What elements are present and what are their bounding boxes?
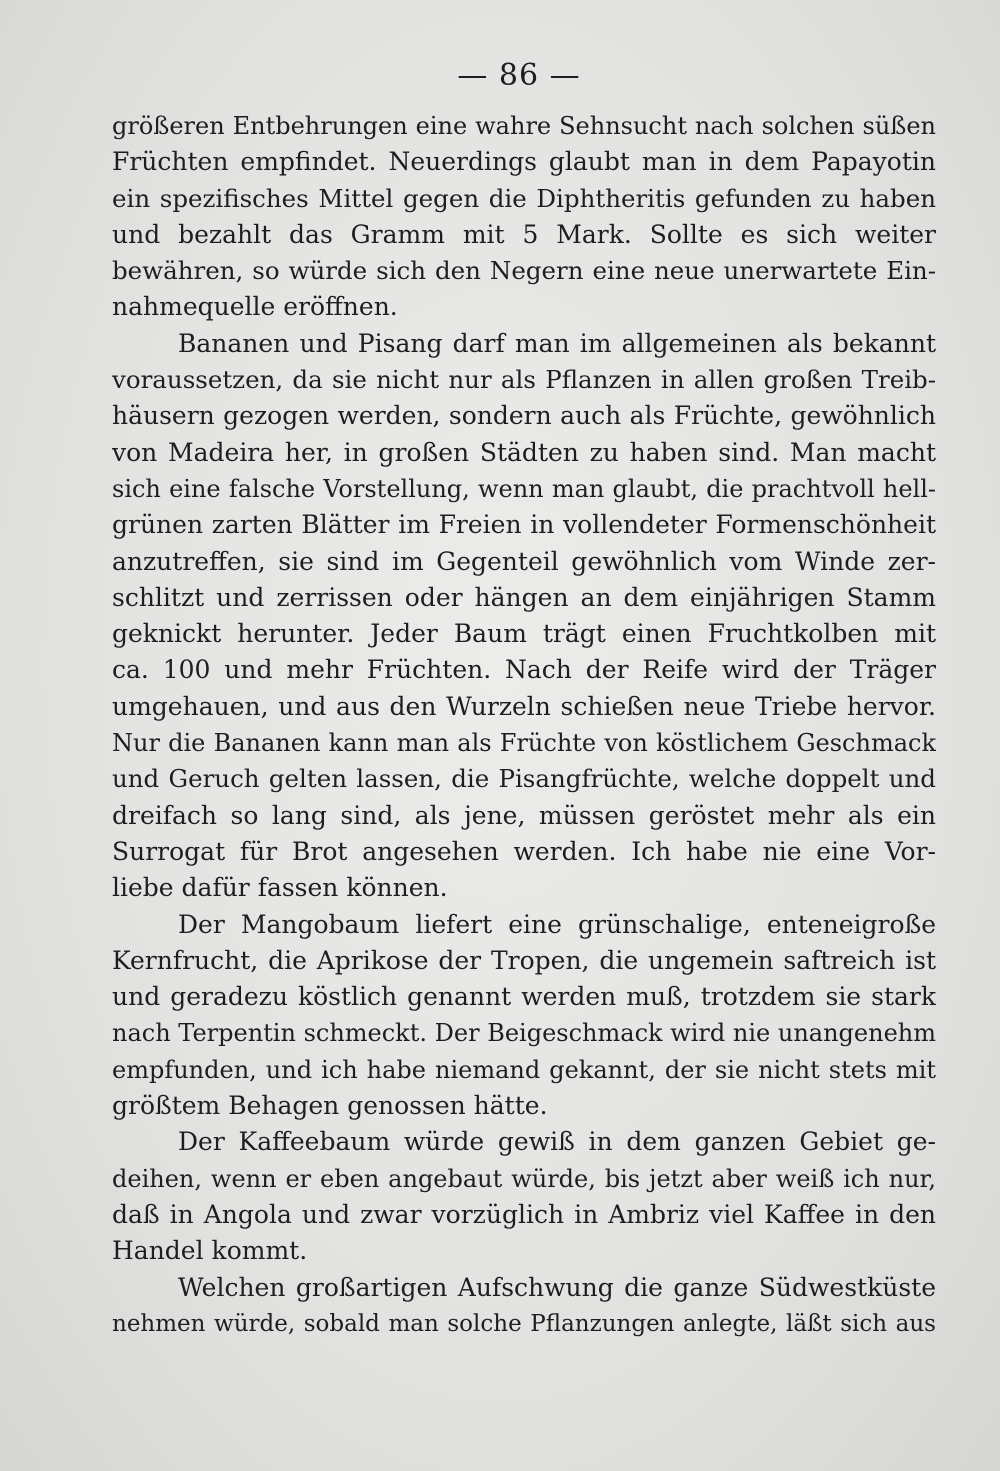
text-line: größeren Entbehrungen eine wahre Sehnsucht nach solchen süßen: [112, 112, 936, 140]
text-line: Kernfrucht, die Aprikose der Tropen, die ungemein saftreich ist: [112, 945, 936, 975]
text-line: voraussetzen, da sie nicht nur als Pflanzen in allen großen Treib-: [112, 365, 936, 395]
text-line: anzutreffen, sie sind im Gegenteil gewöhnlich vom Winde zer-: [112, 546, 936, 576]
text-line: Bananen und Pisang darf man im allgemeinen als bekannt: [178, 328, 936, 358]
text-line: Früchten empfindet. Neuerdings glaubt man in dem Papayotin: [112, 147, 936, 177]
text-line: nach Terpentin schmeckt. Der Beigeschmack wird nie unangenehm: [112, 1019, 936, 1048]
paragraph: [112, 907, 936, 1125]
text-line: daß in Angola und zwar vorzüglich in Ambriz viel Kaffee in den: [112, 1199, 936, 1229]
text-line: bewähren, so würde sich den Negern eine neue unerwartete Ein-: [112, 256, 936, 286]
text-line: nahmequelle eröffnen.: [112, 292, 398, 322]
text-line: grünen zarten Blätter im Freien in vollendeter Formenschönheit: [112, 510, 936, 540]
text-line: Der Mangobaum liefert eine grünschalige, enteneigroße: [178, 909, 936, 939]
text-line: empfunden, und ich habe niemand gekannt, der sie nicht stets mit: [112, 1055, 936, 1084]
text-line: größtem Behagen genossen hätte.: [112, 1091, 548, 1121]
text-line: Surrogat für Brot angesehen werden. Ich habe nie eine Vor-: [112, 836, 936, 866]
text-line: von Madeira her, in großen Städten zu haben sind. Man macht: [112, 437, 936, 467]
text-line: sich eine falsche Vorstellung, wenn man glaubt, die prachtvoll hell-: [112, 474, 936, 503]
text-line: deihen, wenn er eben angebaut würde, bis jetzt aber weiß ich nur,: [112, 1164, 936, 1193]
text-line: schlitzt und zerrissen oder hängen an dem einjährigen Stamm: [112, 582, 936, 612]
text-line: und Geruch gelten lassen, die Pisangfrüchte, welche doppelt und: [112, 764, 936, 794]
text-line: ca. 100 und mehr Früchten. Nach der Reife wird der Träger: [112, 655, 936, 685]
paragraph: [112, 108, 936, 326]
text-line: Handel kommt.: [112, 1236, 308, 1266]
text-line: häusern gezogen werden, sondern auch als Früchte, gewöhnlich: [112, 401, 936, 431]
body-text: [112, 108, 936, 1342]
text-line: nehmen würde, sobald man solche Pflanzungen anlegte, läßt sich aus: [112, 1310, 936, 1337]
text-line: geknickt herunter. Jeder Baum trägt einen Fruchtkolben mit: [112, 619, 936, 649]
text-line: Der Kaffeebaum würde gewiß in dem ganzen Gebiet ge-: [178, 1127, 936, 1157]
paragraph: [112, 1124, 936, 1269]
text-line: ein spezifisches Mittel gegen die Diphtheritis gefunden zu haben: [112, 183, 936, 213]
text-line: Nur die Bananen kann man als Früchte von köstlichem Geschmack: [112, 729, 936, 758]
text-line: Welchen großartigen Aufschwung die ganze Südwestküste: [178, 1272, 936, 1302]
text-line: und bezahlt das Gramm mit 5 Mark. Sollte es sich weiter: [112, 219, 936, 249]
text-line: liebe dafür fassen können.: [112, 873, 448, 903]
text-line: dreifach so lang sind, als jene, müssen geröstet mehr als ein: [112, 800, 936, 830]
paragraph: [112, 326, 936, 907]
text-line: und geradezu köstlich genannt werden muß, trotzdem sie stark: [112, 982, 936, 1012]
page-number: — 86 —: [457, 58, 581, 93]
paragraph: [112, 1270, 936, 1343]
text-line: umgehauen, und aus den Wurzeln schießen neue Triebe hervor.: [112, 691, 936, 721]
